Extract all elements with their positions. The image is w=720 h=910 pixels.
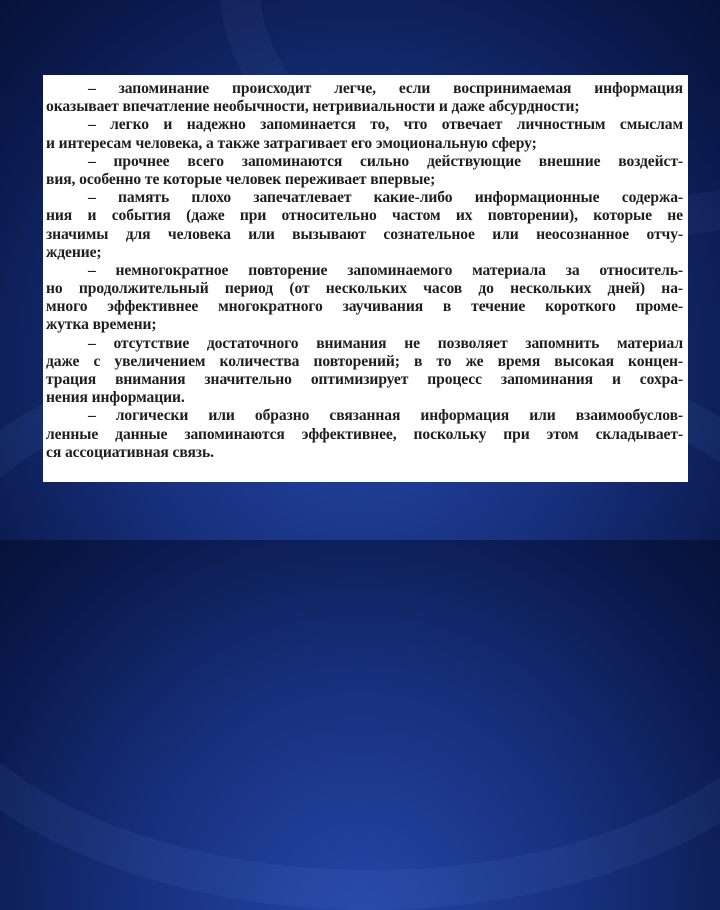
text-line: вия, особенно те которые человек переживает впервые; [46, 170, 436, 188]
text-line: даже с увеличением количества повторений; в то же время высокая концен- [46, 352, 683, 370]
text-line: – прочнее всего запоминаются сильно действующие внешние воздейст- [88, 152, 683, 170]
text-line: – отсутствие достаточного внимания не позволяет запомнить материал [88, 334, 683, 352]
text-line: нения информации. [46, 389, 185, 407]
text-line: ждение; [46, 243, 102, 261]
text-line: и интересам человека, а также затрагивает его эмоциональную сферу; [46, 134, 537, 152]
text-line: – немногократное повторение запоминаемого материала за относитель- [88, 261, 683, 279]
text-line: – легко и надежно запоминается то, что отвечает личностным смыслам [88, 116, 683, 134]
text-line: оказывает впечатление необычности, нетривиальности и даже абсурдности; [46, 98, 580, 116]
text-line: трация внимания значительно оптимизирует процесс запоминания и сохра- [46, 371, 683, 388]
text-line: ся ассоциативная связь. [46, 443, 214, 461]
text-line: – логически или образно связанная информация или взаимообуслов- [88, 407, 683, 425]
text-line: значимы для человека или вызывают сознательное или неосознанное отчу- [46, 225, 683, 243]
scanned-text-panel [43, 75, 688, 482]
text-line: ленные данные запоминаются эффективнее, поскольку при этом складывает- [46, 425, 683, 443]
text-line: много эффективнее многократного заучивания в течение короткого проме- [46, 298, 683, 316]
text-line: – запоминание происходит легче, если воспринимаемая информация [88, 80, 683, 97]
text-line: – память плохо запечатлевает какие-либо информационные содержа- [88, 189, 683, 207]
text-line: ния и события (даже при относительно частом их повторении), которые не [46, 207, 683, 225]
text-line: но продолжительный период (от нескольких часов до нескольких дней) на- [46, 280, 683, 298]
text-line: жутка времени; [46, 316, 157, 334]
